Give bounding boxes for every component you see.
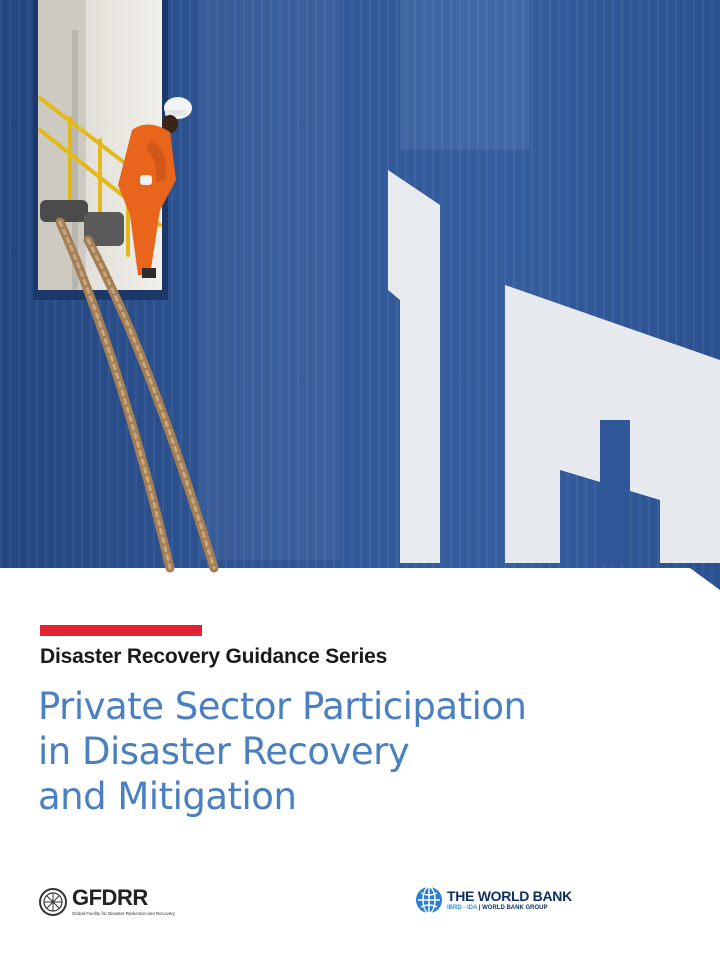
world-bank-group: WORLD BANK GROUP [482, 905, 548, 911]
gfdrr-name: GFDRR [72, 885, 148, 910]
title-line: and Mitigation [38, 775, 297, 818]
world-bank-ibrd-ida: IBRD · IDA [447, 905, 478, 911]
gfdrr-logo [38, 883, 198, 923]
gfdrr-subtitle: Global Facility for Disaster Reduction and Recovery [72, 911, 176, 916]
title-line: Private Sector Participation [38, 685, 527, 728]
world-bank-subtitle: IBRD · IDA | WORLD BANK GROUP [447, 905, 548, 911]
world-bank-logo [414, 885, 594, 919]
main-title [38, 684, 526, 819]
series-title: Disaster Recovery Guidance Series [40, 645, 388, 668]
title-line: in Disaster Recovery [38, 730, 410, 773]
world-bank-globe-icon [414, 885, 444, 915]
accent-bar [40, 625, 202, 636]
gfdrr-emblem-icon [38, 887, 68, 917]
world-bank-name: THE WORLD BANK [447, 888, 572, 904]
